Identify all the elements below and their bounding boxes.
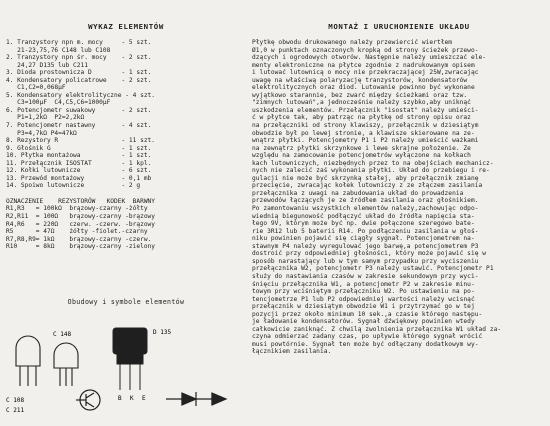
- parts-line: 12. Kołki lutownicze - 6 szt.: [6, 167, 152, 175]
- parts-line: P3=4,7kΩ P4=47kΩ: [6, 129, 77, 137]
- label-c148: C 148: [53, 331, 72, 338]
- parts-line: 21-23,75,76 C148 lub C108: [6, 46, 111, 54]
- parts-line: P1=1,2kΩ P2=2,2kΩ: [6, 114, 85, 122]
- component-diagrams: [6, 298, 246, 416]
- assembly-paragraph: Płytkę obwodu drukowanego należy przewiercić wiertłem Ø1,0 w punktach oznaczonych kropką od strony ścieżek przewo- dzących i ogrodowych otworów. Następnie należy umieszczać ele- menty elektroniczne na płytce zgodnie z nadrukowanym opisem i lutować lutownicą o mocy nie przekraczającej 25W,zwracając uwagę na właściwą polaryzację tranzystorów, kondensatorów elektrolitycznych oraz diod. Lutowanie powinno być wykonane wyjątkowo starannie, bez zwarć między ścieżkami oraz tzw. "zimnych lutowań",a jednocześnie należy szybko,aby uniknąć uszkodzenia elementów. Przełącznik "isostat" należy umieści- ć w płytce tak, aby patrząc na płytkę od strony opisu oraz na przełączniki od strony klawiszy, przełącznik w dziesiątym obwodzie był po lewej stronie, a klawisze skierowane na ze- wnątrz płytki. Potencjometry P1 i P2 należy umieścić ważkami na zewnątrz płytki skrzynkowe i lewe skrajne położenie. Ze względu na zamocowanie potencjometrów wyłączone na kołkach kach lutowniczych, niezbędnych przez to na obejściach mechanicz- nych nie zalecić zaś wykonania płytki. Układ do przebiegu i re- gulacji nie może być skrzynką stałej, aby przełącznik zmianę przecięcie, zwracając kołek lutowniczy z ze złączem zasilania przełącznika z uwagi na zabudowania układ do prowadzenia przewodów łączących je ze źródłem zasilania oraz głośnikiem. Po zamontowaniu wszystkich elementów należy,zachowując odpo- wiednią biegunowość podłączyć układ do źródła napięcia sta- łego 9V, którym może być np. dwie połączone szeregowo bate- rie 3R12 lub 5 baterii R14. Po podłączeniu zasilania w głoś- niku powinien pojawić się ciągły sygnał. Potencjometrem na- stawnym P4 należy wyregulować jego barwę,a potencjometrem P3 dostroić przy odpowiedniej głośności, który może pojawić się w sposób narastający lub w tym samym przypadku przy wyciszeniu przełącznika W2, potencjometr P3 należy ustawić. Potencjometr P1 służy do nastawiania czasów w zakresie sekundowym przy wyci- śnięciu przełącznika W1, a potencjometr P2 w zakresie minu- towym przy wciśniętym przełączniku W2. Po ustawieniu na po- tencjometrze P1 lub P2 odpowiedniej wartości należy wcisnąć przełącznik w dziesiątym obwodzie W1 i przytrzymać go w tej pozycji przez około minimum 10 sek.,a czasie którego następu- je ładowanie kondensatorów. Sygnał dźwiękowy powinien wtedy całkowicie zaniknąć. Z chwilą zwolnienia przełącznika W1 układ za- czyna odmierzać zadany czas, po upływie którego sygnał wrócić musi powtórnie. Sygnał ten może być odłączany dodatkowym wy- łącznikiem zasilania.: [252, 39, 502, 356]
- label-e: E: [142, 395, 146, 402]
- left-column: [6, 22, 246, 251]
- label-c108: C 108: [6, 397, 25, 404]
- transistor-symbol: [76, 390, 100, 410]
- parts-line: 5. Kondensatory elektrolityczne - 4 szt.: [6, 91, 156, 99]
- diode-symbol: [166, 392, 226, 406]
- parts-line: C1,C2=0,068µF: [6, 84, 66, 92]
- label-d135: D 135: [153, 329, 172, 336]
- transistor-body-3: [113, 328, 147, 390]
- resistor-line: R2,R11 = 100Ω brązowy-czarny -brązowy: [6, 213, 156, 221]
- parts-line: 10. Płytka montażowa - 1 szt.: [6, 152, 152, 160]
- parts-line: 3. Dioda prostownicza D - 1 szt.: [6, 69, 152, 77]
- label-b: B: [118, 395, 122, 402]
- resistors-header: OZNACZENIE REZYSTORÓW KODEK BARWNY: [6, 197, 156, 205]
- parts-line: 24,27 D135 lub C211: [6, 61, 88, 69]
- resistor-line: R5 = 47Ω żółty -fiolet.-czarny: [6, 228, 148, 236]
- spacer: [6, 31, 246, 39]
- parts-line: 11. Przełącznik ISOSTAT - 1 kpl.: [6, 159, 152, 167]
- parts-line: 6. Potencjometr suwakowy - 2 szt.: [6, 106, 152, 114]
- parts-line: 4. Kondensatory policatrowe - 2 szt.: [6, 76, 152, 84]
- resistor-line: R7,R8,R9= 1kΩ brązowy-czarny -czerw.: [6, 235, 152, 243]
- parts-title: WYKAZ ELEMENTÓW: [88, 22, 164, 31]
- parts-list: [6, 39, 246, 190]
- label-c211: C 211: [6, 407, 25, 414]
- resistor-list: [6, 205, 246, 250]
- parts-line: 7. Potencjometr nastawny - 4 szt.: [6, 122, 152, 130]
- parts-line: 1. Tranzystory npn m. mocy - 5 szt.: [6, 39, 152, 46]
- parts-line: 14. Spoiwo lutownicze - 2 g: [6, 182, 141, 190]
- transistor-body-2: [54, 343, 78, 386]
- parts-line: 2. Tranzystory npn śr. mocy - 2 szt.: [6, 54, 152, 62]
- spacer: [6, 190, 246, 198]
- transistor-body-1: [16, 336, 40, 386]
- parts-line: 9. Głośnik G - 1 szt.: [6, 144, 152, 152]
- assembly-title: MONTAŻ I URUCHOMIENIE UKŁADU: [328, 22, 470, 31]
- label-k: K: [130, 395, 134, 402]
- spacer: [252, 31, 546, 39]
- diagram-svg: [6, 308, 246, 418]
- resistor-line: R10 = 8kΩ brązowy-czarny -zielony: [6, 243, 156, 251]
- parts-line: C3=100µF C4,C5,C6=1000µF: [6, 99, 111, 107]
- resistor-line: R4,R6 = 220Ω czerw. -czerw. -brązowy: [6, 220, 156, 228]
- right-column: [252, 22, 546, 356]
- parts-line: 8. Rezystory R - 11 szt.: [6, 137, 156, 145]
- diagram-title: Obudowy i symbole elementów: [67, 298, 185, 306]
- resistor-line: R1,R3 = 100kΩ brązowy-czarny -żółty: [6, 205, 148, 213]
- parts-line: 13. Przewód montażowy - 0,1 mb: [6, 174, 152, 182]
